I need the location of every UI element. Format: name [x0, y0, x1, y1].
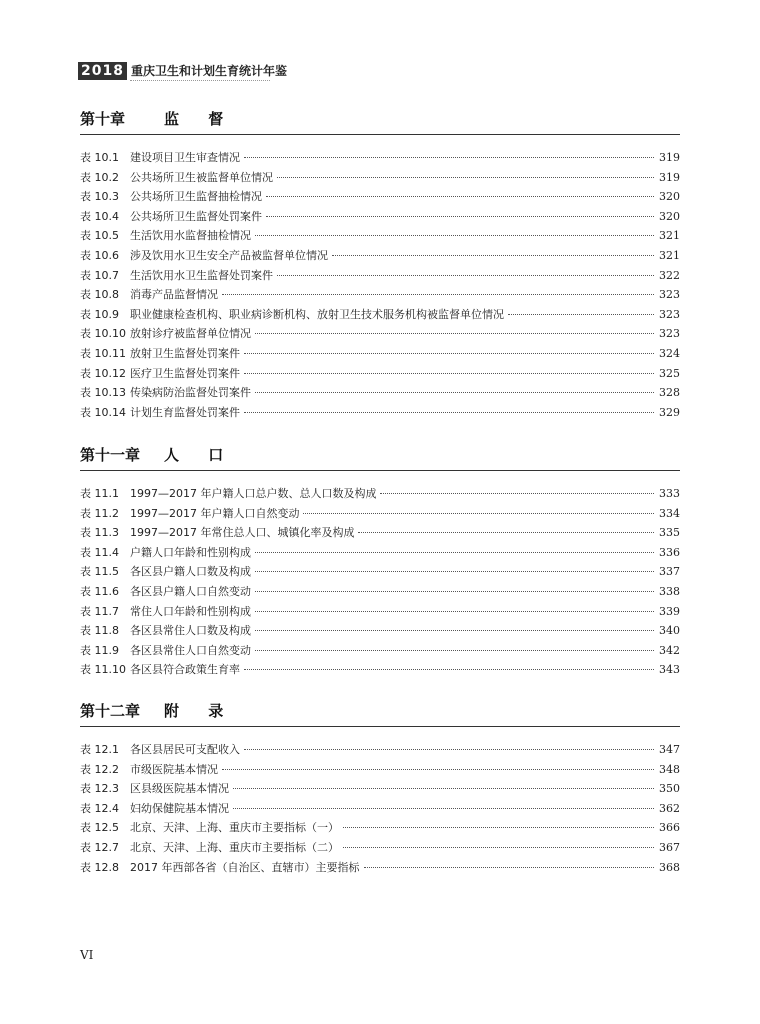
- chapter-name: 附 录: [164, 702, 236, 720]
- table-title: 各区县户籍人口数及构成: [130, 565, 251, 579]
- page-ref: 336: [659, 545, 680, 559]
- chapter-rule: [80, 134, 680, 135]
- dot-leader: [277, 177, 654, 178]
- table-title: 职业健康检查机构、职业病诊断机构、放射卫生技术服务机构被监督单位情况: [130, 307, 504, 321]
- dot-leader: [244, 749, 654, 750]
- table-number: 表 12.1: [80, 743, 119, 756]
- toc-entry[interactable]: [80, 485, 680, 505]
- table-number: 表 11.2: [80, 506, 119, 520]
- toc-entry[interactable]: [80, 603, 680, 623]
- table-title: 计划生育监督处罚案件: [130, 405, 240, 419]
- dot-leader: [255, 333, 654, 334]
- table-number: 表 12.4: [80, 801, 119, 815]
- table-number: 表 10.12: [80, 366, 126, 380]
- toc-entry[interactable]: [80, 642, 680, 662]
- table-title: 生活饮用水监督抽检情况: [130, 229, 251, 243]
- table-title: 市级医院基本情况: [130, 762, 218, 776]
- table-number: 表 11.6: [80, 584, 119, 598]
- page-ref: 347: [659, 743, 680, 756]
- dot-leader: [255, 591, 654, 592]
- page-ref: 340: [659, 624, 680, 638]
- table-number: 表 10.1: [80, 151, 119, 164]
- dot-leader: [255, 235, 654, 236]
- dot-leader: [266, 216, 654, 217]
- table-number: 表 10.5: [80, 229, 119, 243]
- table-number: 表 10.9: [80, 307, 119, 321]
- dot-leader: [364, 867, 655, 868]
- dot-leader: [255, 392, 654, 393]
- dot-leader: [255, 571, 654, 572]
- page-ref: 323: [659, 288, 680, 302]
- page-ref: 323: [659, 307, 680, 321]
- toc-entry[interactable]: [80, 267, 680, 287]
- dot-leader: [380, 493, 654, 494]
- table-title: 各区县符合政策生育率: [130, 663, 240, 677]
- chapter-rule: [80, 470, 680, 471]
- dot-leader: [222, 769, 654, 770]
- dot-leader: [277, 275, 654, 276]
- chapter-number: 第十章: [80, 110, 126, 128]
- table-number: 表 11.5: [80, 565, 119, 579]
- page-ref: 323: [659, 327, 680, 341]
- table-title: 放射诊疗被监督单位情况: [130, 327, 251, 341]
- table-title: 生活饮用水卫生监督处罚案件: [130, 268, 273, 282]
- table-number: 表 11.10: [80, 663, 126, 677]
- table-number: 表 12.7: [80, 840, 119, 854]
- toc-entry[interactable]: [80, 661, 680, 681]
- chapter-heading: [80, 108, 680, 132]
- toc-entry[interactable]: [80, 839, 680, 859]
- toc-entry[interactable]: [80, 247, 680, 267]
- table-number: 表 11.8: [80, 624, 119, 638]
- dot-leader: [332, 255, 654, 256]
- table-number: 表 11.4: [80, 545, 119, 559]
- table-title: 消毒产品监督情况: [130, 288, 218, 302]
- page-ref: 366: [659, 821, 680, 835]
- table-title: 北京、天津、上海、重庆市主要指标（一）: [130, 821, 339, 835]
- dot-leader: [255, 650, 654, 651]
- chapter-heading: [80, 444, 680, 468]
- table-number: 表 11.1: [80, 487, 119, 500]
- toc-entry[interactable]: [80, 404, 680, 424]
- toc-entry[interactable]: [80, 761, 680, 781]
- page-ref: 320: [659, 209, 680, 223]
- table-number: 表 10.14: [80, 405, 126, 419]
- toc-entry[interactable]: [80, 169, 680, 189]
- chapter-number: 第十一章: [80, 446, 141, 464]
- dot-leader: [222, 294, 654, 295]
- page-ref: 328: [659, 386, 680, 400]
- header-decoration: [130, 80, 270, 84]
- table-title: 1997—2017 年户籍人口总户数、总人口数及构成: [130, 487, 377, 500]
- table-title: 公共场所卫生监督抽检情况: [130, 190, 262, 204]
- dot-leader: [508, 314, 654, 315]
- table-title: 北京、天津、上海、重庆市主要指标（二）: [130, 840, 339, 854]
- page-ref: 343: [659, 663, 680, 677]
- table-number: 表 12.3: [80, 782, 119, 796]
- dot-leader: [244, 157, 654, 158]
- table-title: 2017 年西部各省（自治区、直辖市）主要指标: [130, 860, 360, 874]
- dot-leader: [266, 196, 654, 197]
- table-title: 各区县居民可支配收入: [130, 743, 240, 756]
- toc-entry[interactable]: [80, 800, 680, 820]
- table-title: 建设项目卫生审查情况: [130, 151, 240, 164]
- page-ref: 368: [659, 860, 680, 874]
- chapter-section: [80, 108, 680, 423]
- toc-entry[interactable]: [80, 384, 680, 404]
- toc-entry[interactable]: [80, 563, 680, 583]
- table-title: 常住人口年龄和性别构成: [130, 604, 251, 618]
- page-ref: 325: [659, 366, 680, 380]
- toc-entry[interactable]: [80, 780, 680, 800]
- dot-leader: [255, 630, 654, 631]
- toc-entry[interactable]: [80, 306, 680, 326]
- toc-entry[interactable]: [80, 345, 680, 365]
- table-number: 表 12.5: [80, 821, 119, 835]
- page-ref: 342: [659, 643, 680, 657]
- table-title: 放射卫生监督处罚案件: [130, 346, 240, 360]
- page-ref: 367: [659, 840, 680, 854]
- toc-entry[interactable]: [80, 208, 680, 228]
- table-number: 表 11.3: [80, 526, 119, 540]
- toc-entry[interactable]: [80, 524, 680, 544]
- table-number: 表 10.10: [80, 327, 126, 341]
- header-year: 2018: [78, 62, 127, 80]
- table-number: 表 10.3: [80, 190, 119, 204]
- table-number: 表 12.8: [80, 860, 119, 874]
- dot-leader: [244, 669, 654, 670]
- toc-entry[interactable]: [80, 741, 680, 761]
- page-ref: 348: [659, 762, 680, 776]
- table-number: 表 10.11: [80, 346, 126, 360]
- dot-leader: [343, 847, 654, 848]
- table-number: 表 10.8: [80, 288, 119, 302]
- dot-leader: [303, 513, 654, 514]
- chapter-name: 人 口: [164, 446, 236, 464]
- page-ref: 321: [659, 229, 680, 243]
- table-number: 表 11.7: [80, 604, 119, 618]
- toc-entry[interactable]: [80, 365, 680, 385]
- chapter-section: [80, 444, 680, 681]
- toc-entry[interactable]: [80, 859, 680, 879]
- table-number: 表 12.2: [80, 762, 119, 776]
- table-title: 1997—2017 年常住总人口、城镇化率及构成: [130, 526, 355, 540]
- page-ref: 319: [659, 151, 680, 164]
- chapter-section: [80, 700, 680, 878]
- dot-leader: [358, 532, 654, 533]
- table-number: 表 10.6: [80, 248, 119, 262]
- toc-entry[interactable]: [80, 505, 680, 525]
- toc-entry[interactable]: [80, 325, 680, 345]
- table-number: 表 10.2: [80, 170, 119, 184]
- page-ref: 333: [659, 487, 680, 500]
- header-title: 重庆卫生和计划生育统计年鉴: [130, 64, 287, 78]
- page-ref: 339: [659, 604, 680, 618]
- dot-leader: [233, 788, 654, 789]
- chapter-rule: [80, 726, 680, 727]
- dot-leader: [255, 552, 654, 553]
- chapter-heading: [80, 700, 680, 724]
- page-ref: 338: [659, 584, 680, 598]
- toc-entry[interactable]: [80, 227, 680, 247]
- table-number: 表 10.4: [80, 209, 119, 223]
- table-title: 区县级医院基本情况: [130, 782, 229, 796]
- dot-leader: [244, 373, 654, 374]
- table-number: 表 11.9: [80, 643, 119, 657]
- page-ref: 337: [659, 565, 680, 579]
- table-title: 医疗卫生监督处罚案件: [130, 366, 240, 380]
- page-ref: 350: [659, 782, 680, 796]
- dot-leader: [233, 808, 654, 809]
- page-ref: 329: [659, 405, 680, 419]
- dot-leader: [343, 827, 654, 828]
- page-ref: 362: [659, 801, 680, 815]
- table-title: 各区县常住人口数及构成: [130, 624, 251, 638]
- table-number: 表 10.13: [80, 386, 126, 400]
- table-title: 妇幼保健院基本情况: [130, 801, 229, 815]
- chapter-name: 监 督: [164, 110, 236, 128]
- toc-entry[interactable]: [80, 583, 680, 603]
- toc-entry[interactable]: [80, 819, 680, 839]
- toc-entry[interactable]: [80, 149, 680, 169]
- table-title: 公共场所卫生被监督单位情况: [130, 170, 273, 184]
- table-title: 公共场所卫生监督处罚案件: [130, 209, 262, 223]
- page-ref: 322: [659, 268, 680, 282]
- dot-leader: [255, 611, 654, 612]
- page-ref: 321: [659, 248, 680, 262]
- toc-entry[interactable]: [80, 188, 680, 208]
- dot-leader: [244, 412, 654, 413]
- table-number: 表 10.7: [80, 268, 119, 282]
- table-title: 户籍人口年龄和性别构成: [130, 545, 251, 559]
- dot-leader: [244, 353, 654, 354]
- page-ref: 335: [659, 526, 680, 540]
- page-ref: 324: [659, 346, 680, 360]
- page-ref: 320: [659, 190, 680, 204]
- chapter-number: 第十二章: [80, 702, 141, 720]
- toc-entry[interactable]: [80, 544, 680, 564]
- table-title: 1997—2017 年户籍人口自然变动: [130, 506, 300, 520]
- toc-entry[interactable]: [80, 622, 680, 642]
- page-number: VI: [80, 948, 94, 962]
- table-title: 传染病防治监督处罚案件: [130, 386, 251, 400]
- toc-entry[interactable]: [80, 286, 680, 306]
- book-header: [78, 62, 287, 80]
- page-ref: 319: [659, 170, 680, 184]
- table-title: 涉及饮用水卫生安全产品被监督单位情况: [130, 248, 328, 262]
- table-title: 各区县户籍人口自然变动: [130, 584, 251, 598]
- page-ref: 334: [659, 506, 680, 520]
- table-title: 各区县常住人口自然变动: [130, 643, 251, 657]
